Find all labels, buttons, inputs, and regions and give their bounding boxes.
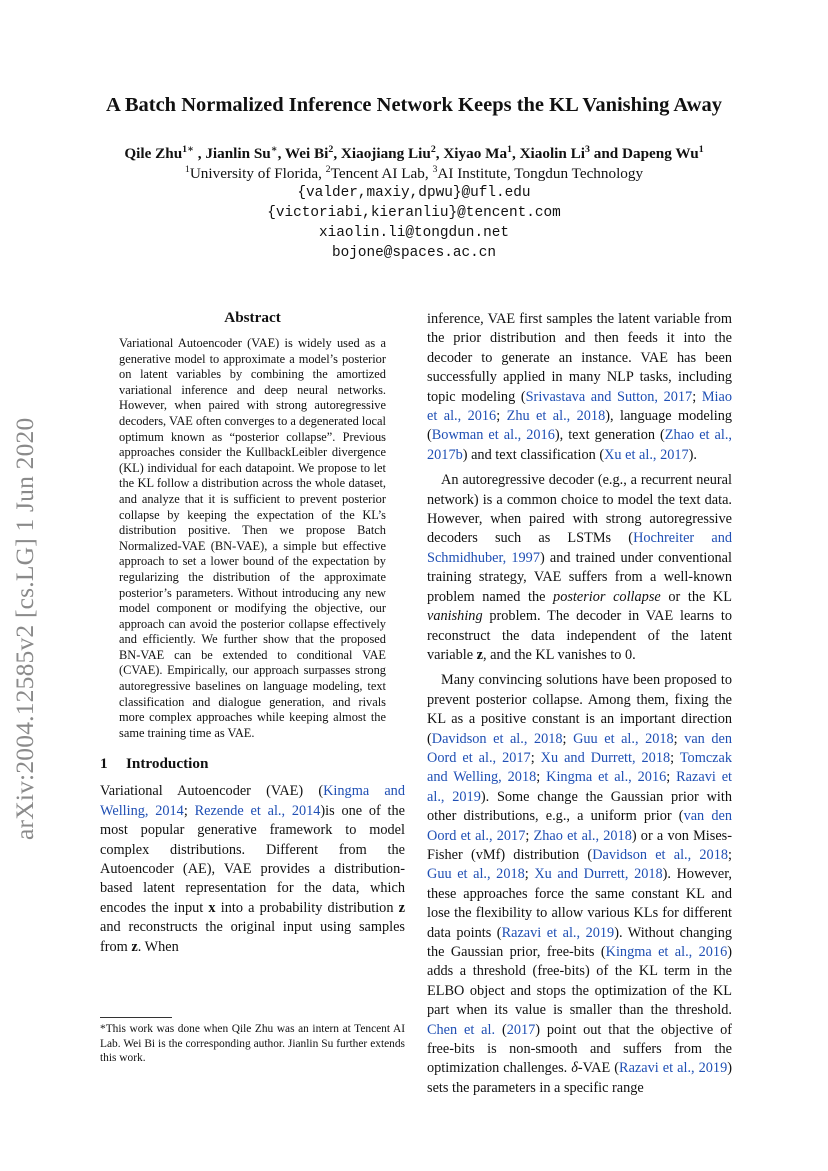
emphasis: vanishing — [427, 608, 483, 625]
author-mark: 1∗ — [182, 143, 194, 155]
author-name: Xiyao Ma — [443, 145, 508, 162]
citation-link[interactable]: Rezende et al., 2014 — [194, 802, 321, 819]
arxiv-side-label: arXiv:2004.12585v2 [cs.LG] 1 Jun 2020 — [10, 417, 39, 840]
author-name: Xiaojiang Liu — [340, 145, 431, 162]
author-mark: 1 — [698, 143, 704, 155]
citation-link[interactable]: Chen et al. — [427, 1021, 496, 1038]
math-symbol: z — [476, 646, 483, 663]
paper-title: A Batch Normalized Inference Network Keeps the KL Vanishing Away — [106, 94, 722, 116]
citation-link[interactable]: Davidson et al., 2018 — [431, 730, 563, 747]
author-name: Wei Bi — [284, 145, 329, 162]
citation-link[interactable]: Xu et al., 2017 — [604, 446, 689, 463]
citation-link[interactable]: Miao et al., 2016 — [427, 388, 732, 425]
citation-link[interactable]: van den Oord et al., 2017 — [427, 808, 733, 844]
body-paragraph: Many convincing solutions have been proposed to prevent posterior collapse. Among them, fixing the KL as a positive constant is an important direction (Davidson et al., 2018; Guu et al., 2018; van den Oord et al., 2017; Xu and Durrett, 2018; Tomczak and Welling, 2018; Kingma et al., 2016; Razavi et al., 2019). Some change the Gaussian prior with other distributions, e.g., a uniform prior (van den Oord et al., 2017; Zhao et al., 2018) or a von Mises-Fisher (vMf) distribution (Davidson et al., 2018; Guu et al., 2018; Xu and Durrett, 2018). However, these approaches force the same constant KL and lose the flexibility to allow various KLs for different data points (Razavi et al., 2019). Without changing the Gaussian prior, free-bits (Kingma et al., 2016) adds a threshold (free-bits) of the KL term in the ELBO object and stops the optimization of the KL part when its value is smaller than the threshold. Chen et al. (2017) point out that the objective of free-bits is non-smooth and suffers from the optimization challenges. δ-VAE (Razavi et al., 2019) sets the parameters in a specific range — [427, 672, 733, 1096]
citation-link[interactable]: Davidson et al., 2018 — [592, 846, 729, 863]
citation-link[interactable]: Guu et al., 2018 — [427, 866, 525, 883]
author-mark: 1 — [507, 143, 512, 155]
math-symbol: z — [398, 899, 406, 916]
body-paragraph: An autoregressive decoder (e.g., a recurrent neural network) is a common choice to model the text data. However, when paired with strong autoregressive decoders such as LSTMs (Hochreiter and Schmidhuber, 1997) and trained under conventional training strategy, VAE suffers from a well-known problem named the posterior collapse or the KL vanishing problem. The decoder in VAE learns to reconstruct the data independent of the latent variable z, and the KL vanishes to 0. — [427, 472, 732, 663]
emphasis: posterior collapse — [553, 588, 661, 605]
author-mark: 2 — [430, 143, 436, 155]
citation-link[interactable]: Kingma et al., 2016 — [605, 944, 728, 960]
math-symbol: z — [131, 938, 138, 955]
affil-name: Tencent AI Lab — [330, 165, 425, 182]
email-line: bojone@spaces.ac.cn — [331, 245, 497, 261]
author-name: Xiaolin Li — [519, 145, 585, 162]
citation-link[interactable]: Kingma et al., 2016 — [546, 769, 667, 786]
affil-mark: 2 — [325, 163, 331, 175]
citation-link[interactable]: Hochreiter and Schmidhuber, 1997 — [427, 530, 732, 566]
citation-link[interactable]: Razavi et al., 2019 — [619, 1060, 728, 1077]
affil-mark: 1 — [184, 163, 190, 175]
citation-link[interactable]: Kingma and Welling, 2014 — [100, 783, 405, 819]
citation-link[interactable]: Razavi et al., 2019 — [427, 769, 733, 805]
section-title: Introduction — [126, 755, 209, 773]
citation-link[interactable]: Zhu et al., 2018 — [506, 408, 606, 425]
abstract — [100, 309, 405, 741]
body-paragraph: inference, VAE first samples the latent variable from the prior distribution and then feeds it into the decoder to generate an instance. VAE has been successfully applied in many NLP tasks, including topic modeling (Srivastava and Sutton, 2017; Miao et al., 2016; Zhu et al., 2018), language modeling (Bowman et al., 2016), text generation (Zhao et al., 2017b) and text classification (Xu et al., 2017). — [427, 311, 733, 463]
email-line: {valder,maxiy,dpwu}@ufl.edu — [297, 185, 531, 201]
author-list: Qile Zhu$^{1∗}$ , Jianlin Su∗, Wei Bi$^2$, Xiaojiang Liu$^2$, Xiyao Ma$^1$, Xiaolin Li$^3$ and Dapeng Wu$^1$ — [124, 143, 704, 162]
email-line: {victoriabi,kieranliu}@tencent.com — [267, 205, 561, 221]
abstract-heading: Abstract — [224, 309, 281, 326]
affiliations: $^1$University of Florida, $^2$Tencent AI Lab, $^3$AI Institute, Tongdun Technology — [184, 163, 644, 182]
citation-link[interactable]: Xu and Durrett, 2018 — [540, 749, 671, 766]
citation-link[interactable]: Bowman et al., 2016 — [431, 427, 555, 444]
affil-mark: 3 — [432, 163, 438, 175]
abstract-text: Variational Autoencoder (VAE) is widely used as a generative model to approximate a model’s posterior on latent variables by combining the amortized variational inference and deep neural networks. However, when paired with strong autoregressive decoders, VAE often converges to a degenerated local optimum known as “posterior collapse”. Previous approaches consider the KullbackLeibler divergence (KL) individual for each datapoint. We propose to let the KL follow a distribution across the whole dataset, and analyze that it is sufficient to prevent posterior collapse by keeping the expectation of the KL’s distribution positive. Then we propose Batch Normalized-VAE (BN-VAE), a simple but effective approach to set a lower bound of the expectation by regularizing the distribution of the approximate posterior’s parameters. Without introducing any new model component or modifying the objective, our approach can avoid the posterior collapse effectively and efficiently. We further show that the proposed BN-VAE can be extended to conditional VAE (CVAE). Empirically, our approach surpasses strong autoregressive baselines on language modeling, text classification and dialogue generation, and rivals more complex approaches while keeping almost the same training time as VAE. — [119, 336, 386, 740]
citation-link[interactable]: Zhao et al., 2018 — [533, 827, 632, 844]
author-name: Jianlin Su — [205, 145, 271, 162]
affil-name: AI Institute, Tongdun Technology — [437, 165, 644, 182]
left-column — [100, 309, 405, 957]
footnote: *This work was done when Qile Zhu was an intern at Tencent AI Lab. Wei Bi is the corresponding author. Jianlin Su further extends this work. — [100, 1023, 405, 1064]
author-name: Dapeng Wu — [622, 145, 699, 162]
author-name: Qile Zhu — [124, 145, 183, 162]
section-heading — [100, 755, 405, 773]
citation-link[interactable]: Srivastava and Sutton, 2017 — [525, 388, 693, 405]
right-column — [427, 310, 732, 1098]
citation-link[interactable]: Razavi et al., 2019 — [501, 924, 615, 941]
author-mark: ∗ — [270, 143, 278, 155]
affil-name: University of Florida — [189, 165, 319, 182]
citation-link[interactable]: Tomczak and Welling, 2018 — [427, 749, 733, 786]
intro-paragraph: Variational Autoencoder (VAE) (Kingma and Welling, 2014; Rezende et al., 2014)is one of the most popular generative framework to model complex distributions. Different from the Autoencoder (AE), VAE provides a distribution-based latent representation for the data, which encodes the input x into a probability distribution z and reconstructs the original input using samples from z. When — [100, 783, 406, 955]
math-symbol: δ — [571, 1060, 578, 1077]
citation-link[interactable]: Guu et al., 2018 — [573, 730, 674, 747]
citation-link[interactable]: van den Oord et al., 2017 — [427, 730, 733, 766]
author-mark: 2 — [328, 143, 334, 155]
citation-link[interactable]: Xu and Durrett, 2018 — [534, 866, 663, 883]
section-number: 1 — [100, 755, 108, 773]
citation-link[interactable]: Zhao et al., 2017b — [427, 427, 733, 463]
footnote-rule — [100, 1017, 172, 1018]
math-symbol: x — [208, 899, 216, 916]
author-mark: 3 — [585, 143, 590, 155]
email-line: xiaolin.li@tongdun.net — [319, 225, 509, 241]
citation-link[interactable]: 2017 — [506, 1021, 536, 1038]
